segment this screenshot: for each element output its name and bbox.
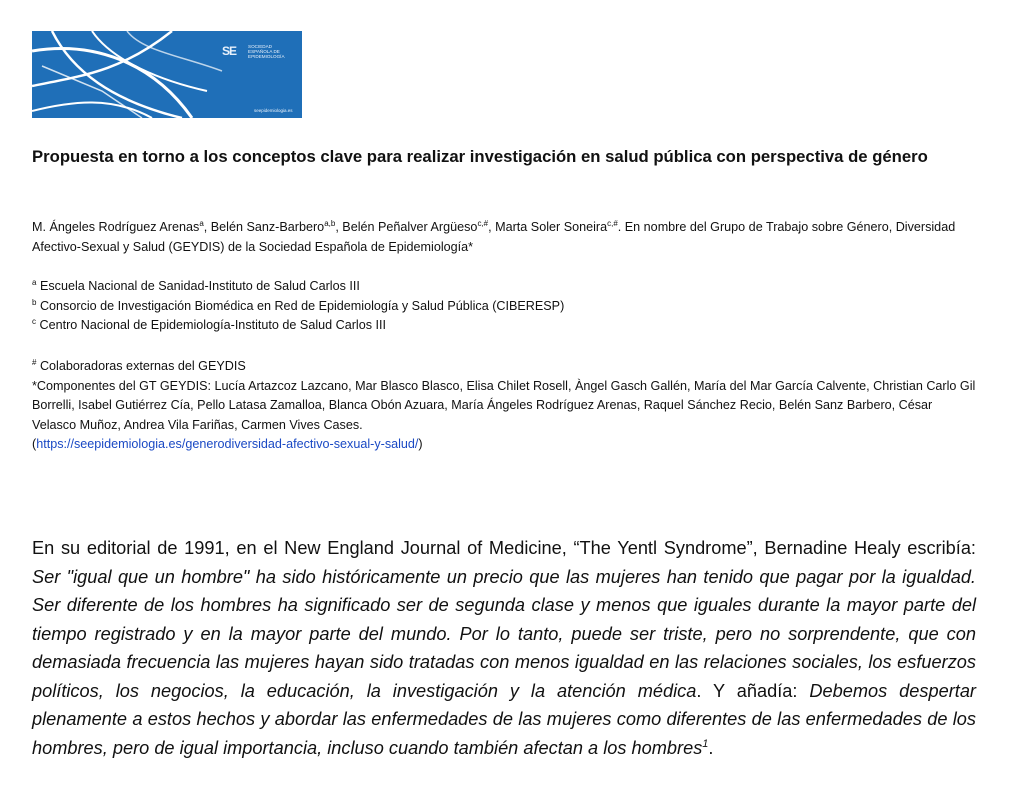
body-end: . [708,737,714,758]
author-name: , Belén Peñalver Argüeso [335,220,478,234]
affiliation-list [32,277,976,336]
author-affiliation-mark: a [199,218,204,228]
affiliation-text: Escuela Nacional de Sanidad-Instituto de Salud Carlos III [36,279,360,293]
banner-site-url: seepidemiologia.es [254,108,293,113]
author-name: M. Ángeles Rodríguez Arenas [32,220,200,234]
authors-group-statement: . En nombre del Grupo de Trabajo sobre Género, Diversidad Afectivo-Sexual y Salud (GEYDIS) de la Sociedad Española de Epidemiología* [32,220,956,254]
author-name: , Marta Soler Soneira [488,220,608,234]
affiliation-item [32,316,976,336]
healy-quote-1: Ser "igual que un hombre" ha sido históricamente un precio que las mujeres han tenido que pagar por la igualdad. Ser diferente de los hombres ha significado ser de segunda clase y menos que iguales durante la mayor parte del tiempo registrado y en la mayor parte del mundo. Por lo tanto, puede ser triste, pero no sorprendente, que con demasiada frecuencia las mujeres hayan sido tratadas con menos igualdad en las relaciones sociales, los esfuerzos políticos, los negocios, la educación, la investigación y la atención médica [32,566,976,701]
header-banner [32,31,302,118]
author-affiliation-mark: c,# [477,218,489,228]
logo-text-line: SOCIEDAD [248,44,272,49]
group-link-line [32,435,976,455]
logo-text-line: ESPAÑOLA DE [248,49,280,55]
affiliation-text: Consorcio de Investigación Biomédica en Red de Epidemiología y Salud Pública (CIBERESP) [36,298,565,313]
affiliation-item [32,277,976,297]
body-connector: . Y añadía: [696,680,810,701]
author-affiliation-mark: c,# [607,218,618,228]
logo-text-line: EPIDEMIOLOGÍA [248,54,285,60]
external-mark: # [32,357,37,367]
author-name: , Belén Sanz-Barbero [203,220,325,234]
body-paragraph [32,534,976,762]
sociedad-logo-text [248,44,300,60]
affiliation-mark: a [32,277,37,287]
paren-open: ( [32,437,37,451]
affiliation-mark: c [32,316,36,326]
external-collaborators-text: Colaboradoras externas del GEYDIS [36,359,246,373]
collaborators-section [32,357,976,455]
author-affiliation-mark: a,b [324,218,336,228]
document-title: Propuesta en torno a los conceptos clave para realizar investigación en salud pública con perspectiva de género [32,147,928,166]
affiliation-mark: b [32,297,37,307]
reference-mark: 1 [702,737,709,750]
healy-quote-2-text: Debemos despertar plenamente a estos hechos y abordar las enfermedades de las mujeres como diferentes de las enfermedades de los hombres, pero de igual importancia, incluso cuando también afectan a los hombres [32,680,976,758]
group-webpage-link[interactable]: https://seepidemiologia.es/generodiversidad-afectivo-sexual-y-salud/ [36,437,419,451]
paren-close: ) [418,437,423,451]
group-members-text: *Componentes del GT GEYDIS: Lucía Artazcoz Lazcano, Mar Blasco Blasco, Elisa Chilet Rosell, Àngel Gasch Gallén, María del Mar García Calvente, Christian Carlo Gil Borrelli, Isabel Gutiérrez Cía, Pello Latasa Zamalloa, Blanca Obón Azuara, María Ángeles Rodríguez Arenas, Raquel Sánchez Recio, Belén Sanz Barbero, César Velasco Muñoz, Andrea Vila Fariñas, Carmen Vives Cases. [32,378,976,432]
affiliation-text: Centro Nacional de Epidemiología-Instituto de Salud Carlos III [36,318,387,332]
author-list [32,218,976,257]
body-intro: En su editorial de 1991, en el New England Journal of Medicine, “The Yentl Syndrome”, Bernadine Healy escribía: [32,538,976,558]
external-collaborators-note [32,357,976,377]
sociedad-logo-mark: SE [222,44,237,58]
affiliation-item [32,297,976,317]
